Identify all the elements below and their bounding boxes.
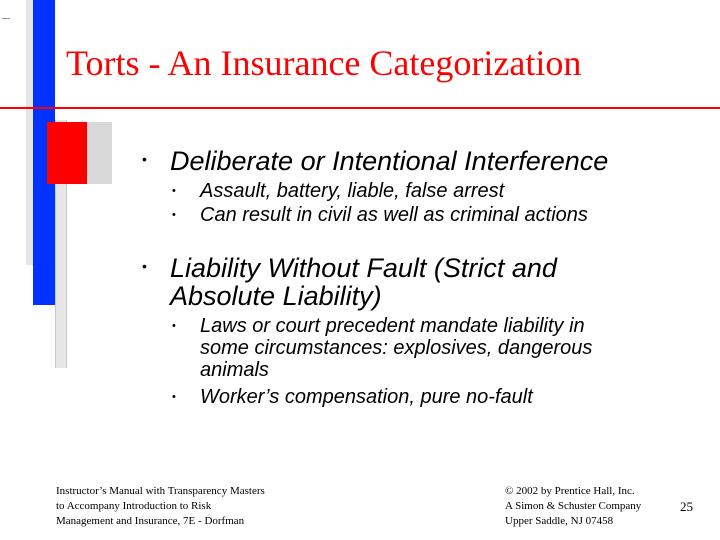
footer-left <box>56 484 316 529</box>
sub-bullet-text: Assault, battery, liable, false arrest <box>200 180 505 202</box>
bullet-dot: • <box>172 320 176 332</box>
footer-line: to Accompany Introduction to Risk <box>56 500 212 512</box>
sub-bullet-item <box>172 180 672 202</box>
bullet-item <box>142 254 702 310</box>
slide-title: Torts - An Insurance Categorization <box>66 43 582 83</box>
footer-line: © 2002 by Prentice Hall, Inc. <box>505 485 635 497</box>
bullet-text <box>170 254 702 310</box>
bullet-dot: • <box>142 258 147 274</box>
page-number: 25 <box>680 499 693 514</box>
sub-bullet-text: Can result in civil as well as criminal actions <box>200 204 588 226</box>
sub-bullet-line: animals <box>200 359 269 381</box>
bullet-text: Deliberate or Intentional Interference <box>170 146 609 176</box>
sub-bullet-text: Worker’s compensation, pure no-fault <box>200 386 533 408</box>
footer-line: Management and Insurance, 7E - Dorfman <box>56 515 245 527</box>
footer-line: A Simon & Schuster Company <box>505 500 642 512</box>
sub-bullet-item <box>172 204 672 226</box>
footer-line: Instructor’s Manual with Transparency Masters <box>56 485 265 497</box>
corner-tick <box>2 18 10 19</box>
bullet-dot: • <box>142 151 147 167</box>
bullet-item <box>142 147 702 175</box>
bullet-text-line: Liability Without Fault (Strict and <box>170 253 557 283</box>
sub-bullet-line: Laws or court precedent mandate liability in <box>200 315 585 337</box>
sub-bullet-item <box>172 315 672 381</box>
sub-bullet-text <box>200 315 672 381</box>
bullet-dot: • <box>172 391 176 403</box>
bullet-dot: • <box>172 209 176 221</box>
footer-right <box>505 484 675 529</box>
footer-line: Upper Saddle, NJ 07458 <box>505 515 614 527</box>
sub-bullet-line: some circumstances: explosives, dangerous <box>200 337 593 359</box>
title-underline <box>0 107 720 109</box>
decorative-red-block <box>47 122 88 184</box>
decorative-grey-block <box>87 122 112 184</box>
bullet-dot: • <box>172 185 176 197</box>
sub-bullet-item <box>172 386 672 408</box>
bullet-text-line: Absolute Liability) <box>170 281 382 311</box>
